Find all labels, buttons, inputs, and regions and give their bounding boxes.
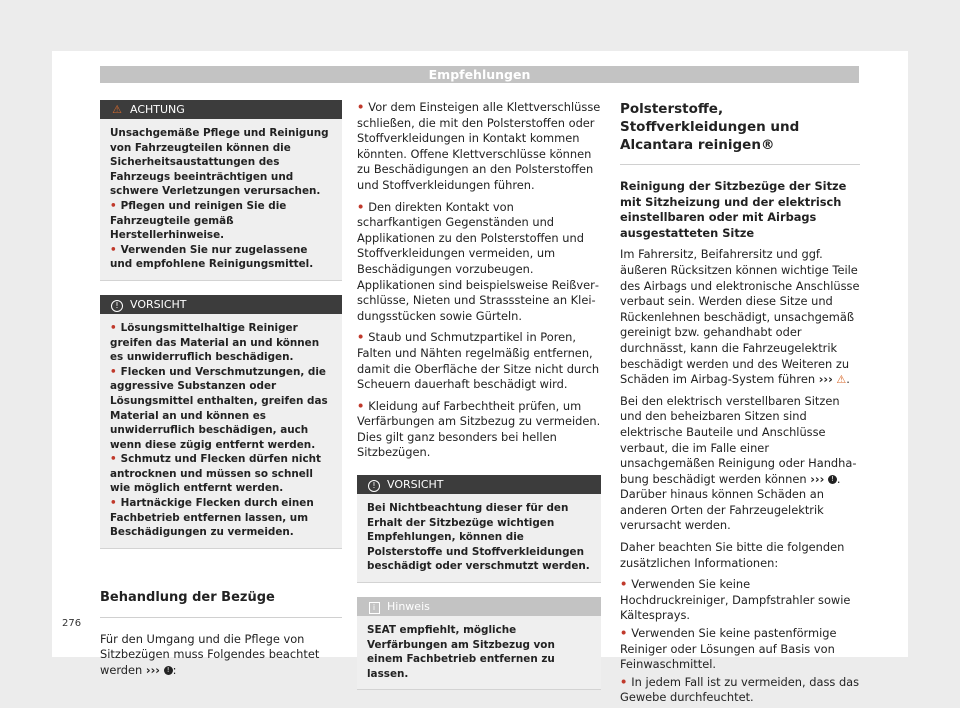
vorsicht-box	[100, 295, 342, 549]
section-title-bezuege: Behandlung der Bezüge	[100, 563, 342, 618]
bullet-icon: •	[110, 497, 117, 510]
info-icon: !	[368, 480, 380, 492]
hinweis-header	[357, 597, 601, 616]
vorsicht-heading: VORSICHT	[387, 478, 444, 492]
section-title-polsterstoffe: Polsterstoffe, Stoffverkleidungen und Alcantara reinigen®	[620, 100, 860, 165]
paragraph: Bei den elektrisch verstellbaren Sitzen und den beheizbaren Sitzen sind elektrische Bauteile und Anschlüsse verbaut, die im Falle einer unsachgemäßen Reinigung oder Handhabung beschädigt werden können ››› ! . Darüber hinaus können Schäden an anderen Orten der Fahrzeugelektrik verursacht werden.	[620, 393, 857, 533]
bullet-icon: •	[357, 330, 365, 345]
bullet-icon: •	[357, 199, 365, 214]
vorsicht-bullet: • Flecken und Verschmutzungen, die aggressive Substanzen oder Lösungsmittel enthalten, greifen das Material an und können es unwiderruflich beschädigen, auch wenn diese zügig entfernt werden.	[110, 365, 328, 451]
vorsicht-body	[100, 314, 342, 548]
paragraph: Im Fahrersitz, Beifahrersitz und ggf. äußeren Rücksitzen können wichtige Teile des Airbags und elektronische Anschlüsse verbaut sein. Werden diese Sitze und Rückenlehnen beschädigt, unsachgemäß gereinigt bzw. gehandhabt oder durchnässt, kann die Fahrzeugelektrik beschädigt werden und des Weiteren zu Schäden im Airbag-System führen ››› ⚠.	[620, 247, 860, 387]
paragraph: Daher beachten Sie bitte die folgenden zusätzlichen Informationen:	[620, 540, 845, 570]
page-number: 276	[62, 618, 82, 629]
bullet-icon: •	[110, 453, 117, 466]
cross-reference-link[interactable]: ›››	[145, 663, 160, 678]
bullet-icon: •	[357, 100, 365, 114]
bullet-icon: •	[110, 365, 117, 378]
hinweis-box	[357, 597, 601, 690]
vorsicht-bullet: • Lösungsmittelhaltige Reiniger greifen das Material an und können es unwiderruflich beschädigen.	[110, 321, 320, 364]
vorsicht-header	[357, 475, 601, 494]
achtung-bullet: • Pflegen und reinigen Sie die Fahrzeugteile gemäß Herstellerhinweise.	[110, 199, 287, 242]
achtung-heading: ACHTUNG	[130, 103, 185, 116]
bullet-icon: •	[620, 674, 628, 689]
vorsicht-body	[357, 494, 601, 582]
achtung-box	[100, 100, 342, 281]
caution-ref-icon[interactable]: !	[164, 666, 173, 675]
achtung-intro: Unsachgemäße Pflege und Reinigung von Fahrzeugteilen können die Sicherheitsaustattungen des Fahrzeugs beeinträchtigen und schwere Verletzungen verursachen.	[110, 127, 329, 198]
page-header: Empfehlungen	[100, 66, 859, 83]
list-item: • Den direkten Kontakt von scharfkantigen Gegenständen und Applikationen zu den Polsterstoffen und Stoffverkleidungen vermeiden, um Beschädigungen vorzubeugen. Applikationen sind beispielsweise Reißverschlüsse, Nieten und Strasssteine an Kleidungsstücken sowie Gürteln.	[357, 199, 599, 323]
achtung-header	[100, 100, 342, 119]
subheading: Reinigung der Sitzbezüge der Sitze mit Sitzheizung und der elektrisch einstellbaren oder mit Airbags ausgestatteten Sitze	[620, 179, 847, 240]
info-icon: !	[111, 300, 123, 312]
column-left	[100, 100, 342, 685]
hinweis-body	[357, 616, 601, 689]
hinweis-heading: Hinweis	[387, 600, 430, 614]
bullet-icon: •	[620, 626, 628, 641]
bullet-icon: •	[110, 243, 117, 256]
cross-reference-link[interactable]: ›››	[818, 372, 833, 387]
list-item: • Verwenden Sie keine Hochdruckreiniger, Dampfstrahler sowie Kältesprays.	[620, 577, 851, 623]
vorsicht-bullet: • Hartnäckige Flecken durch einen Fachbetrieb entfernen lassen, um Beschädigungen zu vermeiden.	[110, 497, 314, 539]
warning-icon: ⚠	[112, 103, 122, 116]
list-item: • Verwenden Sie keine pastenförmige Reiniger oder Lösungen auf Basis von Feinwaschmittel.	[620, 626, 837, 672]
list-item: • In jedem Fall ist zu vermeiden, dass das Gewebe durchfeuchtet.	[620, 674, 860, 705]
caution-ref-icon[interactable]: !	[828, 475, 837, 484]
column-right	[620, 100, 860, 708]
bullet-icon: •	[110, 321, 117, 334]
warning-ref-icon[interactable]: ⚠	[836, 373, 847, 387]
list-item: • Vor dem Einsteigen alle Klettverschlüsse schließen, die mit den Polsterstoffen oder Stoffverkleidungen in Kontakt kommen könnten. Offene Klettverschlüsse können zu Beschädigungen an den Polsterstoffen und Stoffverkleidungen führen.	[357, 100, 601, 192]
achtung-bullet: • Verwenden Sie nur zugelassene und empfohlene Reinigungsmittel.	[110, 243, 314, 271]
bullet-icon: •	[357, 398, 365, 413]
vorsicht-bullet: • Schmutz und Flecken dürfen nicht antrocknen und müssen so schnell wie möglich entfernt werden.	[110, 453, 321, 495]
cross-reference-link[interactable]: ›››	[810, 471, 825, 486]
section-text: Für den Umgang und die Pflege von Sitzbezügen muss Folgendes beachtet werden ››› ! :	[100, 631, 320, 678]
vorsicht-text: Bei Nichtbeachtung dieser für den Erhalt der Sitzbezüge wichtigen Empfehlungen, können die Polsterstoffe und Stoffverkleidungen beschädigt oder verschmutzt werden.	[367, 502, 590, 573]
list-item: • Staub und Schmutzpartikel in Poren, Falten und Nähten regelmäßig entfernen, damit die Oberfläche der Sitze nicht durch Scheuern dauerhaft beschädigt wird.	[357, 330, 600, 392]
bullet-icon: •	[620, 577, 628, 592]
list-item: • Kleidung auf Farbechtheit prüfen, um Verfärbungen am Sitzbezug zu vermeiden. Dies gilt ganz besonders bei hellen Sitzbezügen.	[357, 398, 601, 460]
vorsicht-box-2	[357, 475, 601, 583]
vorsicht-heading: VORSICHT	[130, 297, 187, 311]
column-middle	[357, 100, 601, 704]
vorsicht-header	[100, 295, 342, 314]
achtung-body	[100, 119, 342, 280]
hinweis-text: SEAT empfiehlt, mögliche Verfärbungen am Sitzbezug von einem Fachbetrieb entfernen zu lassen.	[367, 624, 555, 680]
bullet-icon: •	[110, 199, 117, 212]
note-icon: i	[369, 602, 380, 614]
